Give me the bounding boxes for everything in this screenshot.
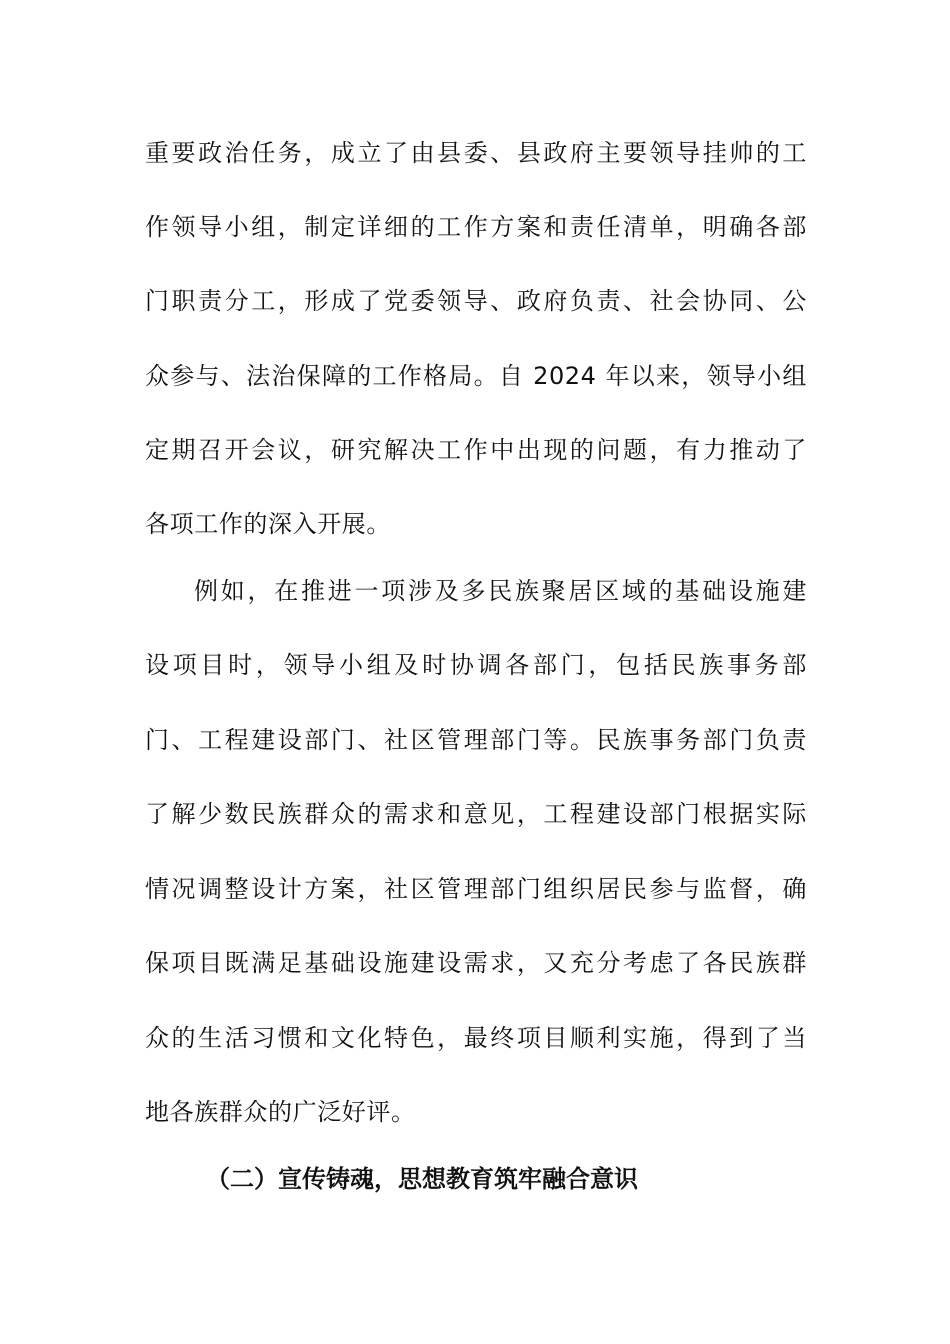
paragraph-2-line-7: 众的生活习惯和文化特色，最终项目顺利实施，得到了当 — [145, 1024, 807, 1052]
section-heading: （二）宣传铸魂，思想教育筑牢融合意识 — [206, 1165, 638, 1193]
paragraph-2-line-8: 地各族群众的广泛好评。 — [145, 1098, 416, 1126]
paragraph-2-line-1: 例如，在推进一项涉及多民族聚居区域的基础设施建 — [194, 577, 807, 605]
paragraph-1-line-4: 众参与、法治保障的工作格局。自 2024 年以来，领导小组 — [145, 362, 807, 390]
paragraph-2-line-4: 了解少数民族群众的需求和意见，工程建设部门根据实际 — [145, 800, 807, 828]
paragraph-2-line-5: 情况调整设计方案，社区管理部门组织居民参与监督，确 — [145, 875, 807, 903]
paragraph-1-line-3: 门职责分工，形成了党委领导、政府负责、社会协同、公 — [145, 287, 807, 315]
paragraph-1-line-2: 作领导小组，制定详细的工作方案和责任清单，明确各部 — [145, 213, 807, 241]
paragraph-1-line-5: 定期召开会议，研究解决工作中出现的问题，有力推动了 — [145, 436, 807, 464]
paragraph-2-line-2: 设项目时，领导小组及时协调各部门，包括民族事务部 — [145, 651, 807, 679]
paragraph-2-line-6: 保项目既满足基础设施建设需求，又充分考虑了各民族群 — [145, 949, 807, 977]
paragraph-1-line-6: 各项工作的深入开展。 — [145, 510, 391, 538]
paragraph-2-line-3: 门、工程建设部门、社区管理部门等。民族事务部门负责 — [145, 726, 807, 754]
paragraph-1-line-1: 重要政治任务，成立了由县委、县政府主要领导挂帅的工 — [145, 139, 807, 167]
